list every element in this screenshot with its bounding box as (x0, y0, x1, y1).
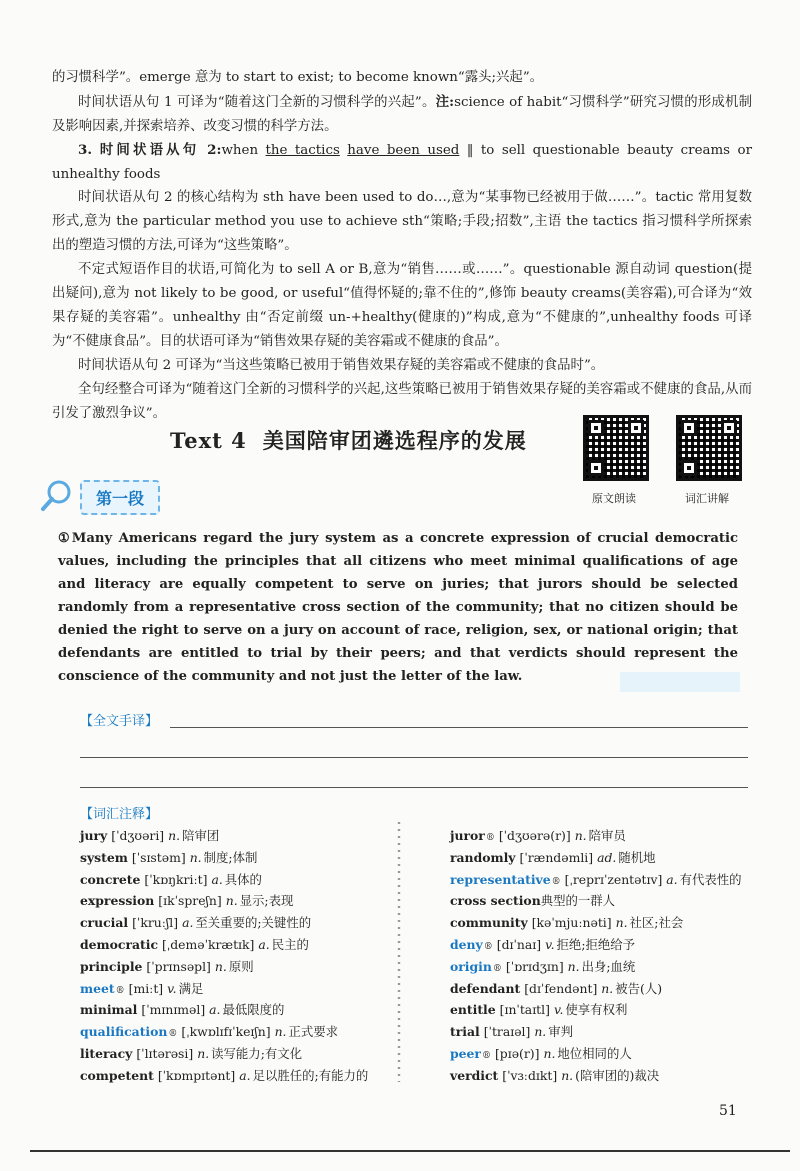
passage-paragraph-1 (58, 527, 738, 688)
vocab-entry (450, 979, 770, 1001)
vocab-meaning: 具体的 (224, 871, 262, 887)
vocab-entry (450, 1000, 770, 1022)
vocab-entry (80, 870, 400, 892)
vocab-word: representative (450, 871, 551, 887)
vocab-meaning: 足以胜任的;有能力的 (252, 1067, 369, 1083)
vocab-word: randomly (450, 849, 516, 865)
vocab-column-right (450, 826, 770, 1088)
vocab-word: jury (80, 828, 108, 843)
frequency-mark-icon: ® (168, 1029, 178, 1040)
vocab-pos: a. (182, 915, 194, 931)
vocab-pos: a. (258, 936, 270, 952)
vocab-word: meet (80, 980, 115, 996)
vocab-entry (80, 957, 400, 979)
clause2-when: when (221, 143, 259, 158)
vocab-phonetic: [dɪˈfendənt] (524, 980, 598, 996)
translation-line-1[interactable] (170, 727, 748, 728)
vocab-phonetic: [ɪnˈtaɪtl] (499, 1002, 550, 1018)
frequency-mark-icon: ® (551, 876, 561, 887)
vocab-meaning: 最低限度的 (222, 1002, 285, 1018)
paragraph-emerge: 的习惯科学”。emerge 意为 to start to exist; to become known“露头;兴起”。 (52, 70, 544, 85)
translation-label: 【全文手译】 (80, 714, 159, 729)
paragraph-clause2-heading (52, 138, 752, 187)
vocab-label: 【词汇注释】 (80, 807, 159, 822)
qr-label-reading: 原文朗读 (592, 492, 636, 505)
vocab-phonetic: [ˈkɒmpɪtənt] (157, 1067, 236, 1083)
paragraph-clause2-translation: 时间状语从句 2 可译为“当这些策略已被用于销售效果存疑的美容霜或不健康的食品时”。 (78, 358, 605, 373)
vocab-pos: n. (168, 828, 181, 843)
vocab-meaning: 使享有权利 (565, 1002, 628, 1018)
vocab-word: qualification (80, 1024, 168, 1040)
vocab-meaning: 制度;体制 (203, 849, 258, 865)
text-title (170, 425, 543, 455)
sentence-number: ① (58, 531, 72, 546)
vocab-meaning: (陪审团的)裁决 (575, 1067, 660, 1083)
vocab-meaning: 原则 (228, 958, 254, 974)
clause2-verb: have been used (347, 143, 460, 158)
vocab-word: deny (450, 936, 483, 952)
vocab-entry (80, 1000, 400, 1022)
vocab-pos: v. (553, 1002, 564, 1018)
vocab-word: concrete (80, 871, 141, 887)
vocab-word: juror (450, 828, 485, 843)
vocab-entry (80, 891, 400, 913)
section-badge (40, 476, 180, 514)
vocab-meaning: 审判 (548, 1024, 574, 1040)
vocab-phonetic: [kəˈmjuːnəti] (531, 915, 612, 931)
vocab-meaning: 陪审员 (588, 828, 626, 843)
vocab-pos: v. (167, 980, 177, 996)
vocab-pos: a. (666, 871, 678, 887)
vocab-meaning: 被告(人) (615, 980, 663, 996)
vocab-pos: n. (274, 1024, 287, 1040)
vocab-word: origin (450, 958, 492, 974)
vocab-pos: ad. (597, 849, 617, 865)
vocab-phonetic: [ˈtraɪəl] (483, 1024, 531, 1040)
vocab-phonetic: [ˈvɜːdɪkt] (502, 1067, 558, 1083)
paragraph-full-translation: 全句经整合可译为“随着这门全新的习惯科学的兴起,这些策略已被用于销售效果存疑的美容霜或不健康的食品,从而引发了激烈争议”。 (52, 382, 752, 421)
vocab-word: crucial (80, 915, 129, 931)
vocab-phonetic: [ˈmɪnɪməl] (141, 1002, 206, 1018)
vocab-phonetic: [ˌreprɪˈzentətɪv] (564, 871, 663, 887)
vocab-word: peer (450, 1045, 481, 1061)
vocab-meaning: 拒绝;拒绝给予 (556, 936, 636, 952)
vocab-pos: n. (615, 915, 628, 931)
vocab-meaning: 满足 (178, 980, 204, 996)
vocab-meaning: 出身;血统 (581, 958, 636, 974)
vocab-entry (450, 1044, 770, 1066)
vocab-entry (450, 891, 770, 913)
vocab-meaning: 有代表性的 (679, 871, 742, 887)
page-number: 51 (719, 1103, 737, 1119)
frequency-mark-icon: ® (485, 833, 495, 843)
vocab-phonetic: [ˈkruːʃl] (132, 915, 179, 931)
section-label: 第一段 (80, 480, 160, 515)
vocab-entry (80, 1066, 400, 1088)
passage-text: Many Americans regard the jury system as a concrete expression of crucial democratic values, including the principles that all citizens who meet minimal qualifications of age and literacy are equally competent to serve on juries; that jurors should be selected randomly from a representative cross section of the community; that no citizen should be denied the right to serve on a jury on account of race, religion, sex, or national origin; that defendants are entitled to trial by their peers; and that verdicts should represent the conscience of the community and not just the letter of the law. (58, 531, 738, 684)
text-number: Text 4 (170, 428, 247, 453)
vocab-word: community (450, 915, 528, 931)
vocab-meaning: 显示;表现 (239, 893, 294, 909)
vocab-phonetic: [miːt] (128, 980, 164, 996)
text-chinese-title: 美国陪审团遴选程序的发展 (262, 428, 527, 453)
vocab-entry (450, 957, 770, 979)
vocab-phonetic: [ˈɒrɪdʒɪn] (505, 958, 564, 974)
vocab-entry (450, 913, 770, 935)
paragraph-clause1-translation: 时间状语从句 1 可译为“随着这门全新的习惯科学的兴起”。注:science of habit“习惯科学”研究习惯的形成机制及影响因素,并探索培养、改变习惯的科学方法。 (52, 94, 752, 134)
vocab-meaning: 社区;社会 (629, 915, 684, 931)
vocab-phonetic: [ˈdʒʊərə(r)] (498, 828, 571, 843)
vocab-entry (450, 848, 770, 870)
vocab-meaning: 典型的一群人 (540, 893, 616, 909)
vocab-entry (450, 1066, 770, 1088)
vocab-entry (80, 826, 400, 848)
vocab-entry (80, 913, 400, 935)
vocab-phonetic: [ɪkˈspreʃn] (158, 893, 222, 909)
vocab-entry (80, 1022, 400, 1044)
translation-line-2[interactable] (80, 757, 748, 758)
vocab-pos: n. (534, 1024, 547, 1040)
vocab-word: verdict (450, 1067, 499, 1083)
vocab-pos: n. (225, 893, 238, 909)
vocab-pos: a. (211, 871, 223, 887)
vocab-entry (80, 848, 400, 870)
frequency-mark-icon: ® (481, 1050, 491, 1061)
vocab-phonetic: [ˌdeməˈkrætɪk] (162, 936, 255, 952)
vocab-phonetic: [pɪə(r)] (494, 1045, 540, 1061)
vocab-meaning: 陪审团 (182, 828, 220, 843)
note-label: 注: (435, 94, 455, 110)
clause2-prefix: 3. 时间状语从句 2: (78, 142, 222, 158)
vocab-pos: v. (545, 936, 555, 952)
vocab-pos: n. (214, 958, 227, 974)
clause2-rest: ‖ to sell questionable beauty creams or unhealthy foods (52, 143, 752, 182)
vocab-entry (450, 826, 770, 848)
vocab-pos: a. (239, 1067, 251, 1083)
vocab-meaning: 正式要求 (288, 1024, 339, 1040)
paragraph-tactic: 时间状语从句 2 的核心结构为 sth have been used to do…,意为“某事物已经被用于做……”。tactic 常用复数形式,意为 the particular method you use to achieve sth“策略;手段;招数”,主语 the tactics 指习惯科学所探索出的塑造习惯的方法,可译为“这些策略”。 (52, 190, 752, 253)
vocab-word: competent (80, 1067, 154, 1083)
vocab-word: minimal (80, 1002, 138, 1018)
vocab-column-left (80, 826, 400, 1088)
vocab-entry (80, 935, 400, 957)
vocab-entry (450, 935, 770, 957)
qr-code-vocab[interactable] (676, 415, 742, 481)
vocab-meaning: 民主的 (271, 936, 309, 952)
vocab-phonetic: [ˈsɪstəm] (131, 849, 186, 865)
vocab-word: expression (80, 893, 155, 909)
vocab-word: defendant (450, 980, 521, 996)
vocab-entry (80, 979, 400, 1001)
vocab-pos: n. (601, 980, 614, 996)
vocab-phonetic: [ˈkɒŋkriːt] (144, 871, 208, 887)
vocab-phonetic: [ˈrændəmli] (519, 849, 594, 865)
vocab-pos: n. (189, 849, 202, 865)
vocab-pos: n. (543, 1045, 556, 1061)
vocab-pos: n. (561, 1067, 574, 1083)
magnifier-icon (40, 478, 74, 512)
vocab-meaning: 至关重要的;关键性的 (195, 915, 312, 931)
footer-rule (30, 1150, 790, 1152)
vocab-phonetic: [ˈprɪnsəpl] (146, 958, 211, 974)
vocab-phonetic: [ˈdʒʊəri] (111, 828, 165, 843)
vocab-word: system (80, 849, 128, 865)
qr-code-reading[interactable] (583, 415, 649, 481)
vocab-meaning: 地位相同的人 (557, 1045, 632, 1061)
vocab-pos: n. (567, 958, 580, 974)
vocab-phonetic: [dɪˈnaɪ] (496, 936, 542, 952)
vocab-word: trial (450, 1024, 480, 1040)
vocab-entry (80, 1044, 400, 1066)
vocab-entry (450, 1022, 770, 1044)
vocab-entry (450, 870, 770, 892)
vocab-pos: n. (574, 828, 587, 843)
vocab-word: entitle (450, 1002, 496, 1018)
vocab-pos: a. (209, 1002, 221, 1018)
qr-label-vocab: 词汇讲解 (685, 492, 729, 505)
vocab-meaning: 随机地 (618, 849, 656, 865)
paragraph-questionable: 不定式短语作目的状语,可简化为 to sell A or B,意为“销售……或……”。questionable 源自动词 question(提出疑问),意为 not likely to be good, or useful“值得怀疑的;靠不住的”,修饰 beauty creams(美容霜),可合译为“效果存疑的美容霜”。unhealthy 由“否定前缀 un-+healthy(健康的)”构成,意为“不健康的”,unhealthy foods 可译为“不健康食品”。目的状语可译为“销售效果存疑的美容霜或不健康的食品”。 (52, 262, 752, 349)
frequency-mark-icon: ® (115, 985, 125, 996)
vocab-word: democratic (80, 936, 158, 952)
vocab-meaning: 读写能力;有文化 (211, 1045, 303, 1061)
vocab-word: literacy (80, 1045, 133, 1061)
frequency-mark-icon: ® (483, 941, 493, 952)
vocab-word: principle (80, 958, 143, 974)
vocab-word: cross section (450, 893, 541, 909)
vocab-phonetic: [ˈlɪtərəsi] (136, 1045, 194, 1061)
vocab-phonetic: [ˌkwɒlɪfɪˈkeɪʃn] (181, 1024, 271, 1040)
clause2-subject: the tactics (265, 143, 340, 158)
translation-line-3[interactable] (80, 787, 748, 788)
frequency-mark-icon: ® (492, 963, 502, 974)
vocab-pos: n. (197, 1045, 210, 1061)
